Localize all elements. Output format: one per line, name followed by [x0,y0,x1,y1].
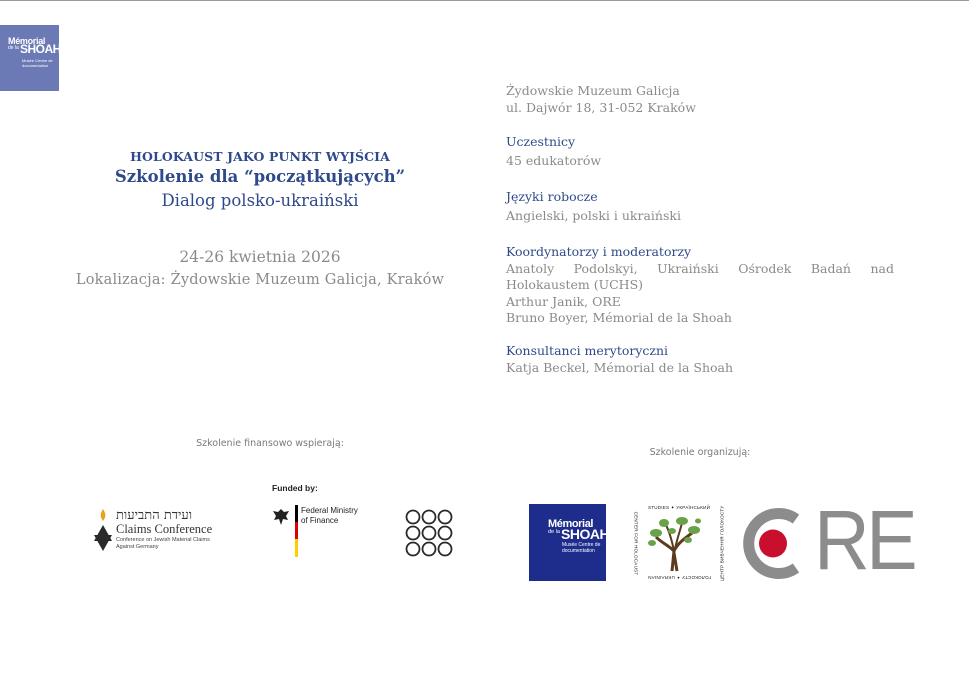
ore-letters: RE [814,493,915,587]
consultant-1: Katja Beckel, Mémorial de la Shoah [506,359,734,375]
circle-grid-logo [405,509,453,557]
event-subtitle: Dialog polsko-ukraiński [161,191,359,210]
event-location: Lokalizacja: Żydowskie Muzeum Galicja, Kraków [75,272,445,288]
logo-word-de-la: de la [8,45,19,51]
participants-value: 45 edukatorów [506,152,602,168]
organizers-caption: Szkolenie organizują: [649,447,751,458]
funders-caption: Szkolenie finansowo wspierają: [196,438,344,449]
shoah-word-de-la: de la [548,529,560,535]
claims-hebrew-name: ועידת התביעות [116,508,193,523]
consultants-block [506,343,894,376]
tree-icon [644,513,706,573]
claims-conference-logo [92,507,217,557]
top-border [0,0,969,1]
participants-block [506,134,894,169]
ore-o-ring-icon [736,507,810,580]
bmf-logo [270,505,370,557]
uchs-left-text: CENTER FOR HOLOCAUST [633,511,639,576]
venue-block [506,83,894,116]
claims-name: Claims Conference [116,522,213,536]
federal-eagle-icon [272,507,290,527]
languages-value: Angielski, polski i ukraiński [506,207,681,223]
coordinators-label: Koordynatorzy i moderatorzy [506,244,692,259]
flag-stripe-black [295,505,298,522]
funded-by-label: Funded by: [272,483,318,493]
logo-word-shoah: SHOAH [20,42,61,56]
uchs-top-text: STUDIES ✦ УКРАЇНСЬКИЙ [648,505,711,510]
languages-block [506,189,894,224]
shoah-word-shoah: SHOAH [561,526,610,542]
event-eyebrow: HOLOKAUST JAKO PUNKT WYJŚCIA [130,149,390,164]
flag-stripe-gold [295,539,298,557]
coordinator-1: Anatoly Podolskyi, Ukraiński Ośrodek Badań nad Holokaustem (UCHS) [506,260,894,292]
consultants-label: Konsultanci merytoryczni [506,343,669,358]
coordinators-block [506,244,894,327]
shoah-word-memorial: Mémorial [548,518,594,530]
logo-word-memorial: Mémorial [8,36,46,46]
venue-address: ul. Dajwór 18, 31-052 Kraków [506,99,696,115]
bmf-name: Federal Ministry of Finance [301,506,358,525]
ore-logo [736,493,915,587]
coordinator-3: Bruno Boyer, Mémorial de la Shoah [506,310,732,325]
event-title: Szkolenie dla “początkujących” [114,167,406,186]
coordinator-2: Arthur Janik, ORE [506,293,621,309]
claims-flame-star-icon [92,507,114,557]
event-date: 24-26 kwietnia 2026 [179,248,341,266]
flag-stripe-red [295,522,298,539]
uchs-bottom-text: ГОЛОКОСТУ ✦ UKRAINIAN [648,575,712,580]
memorial-shoah-corner-logo [0,25,59,91]
uchs-logo [632,503,725,583]
languages-label: Języki robocze [506,189,598,204]
venue-name: Żydowskie Muzeum Galicja [506,83,680,98]
uchs-right-text: ЦЕНТР ВИВЧЕННЯ ГОЛОКОСТУ [719,505,725,582]
claims-tagline: Conference on Jewish Material Claims Against Germany [116,537,210,550]
participants-label: Uczestnicy [506,134,576,149]
memorial-shoah-logo [529,504,610,581]
shoah-tagline: Musée Centre de documentation [562,542,601,554]
logo-tagline: Musée Centre de documentation [22,58,53,68]
